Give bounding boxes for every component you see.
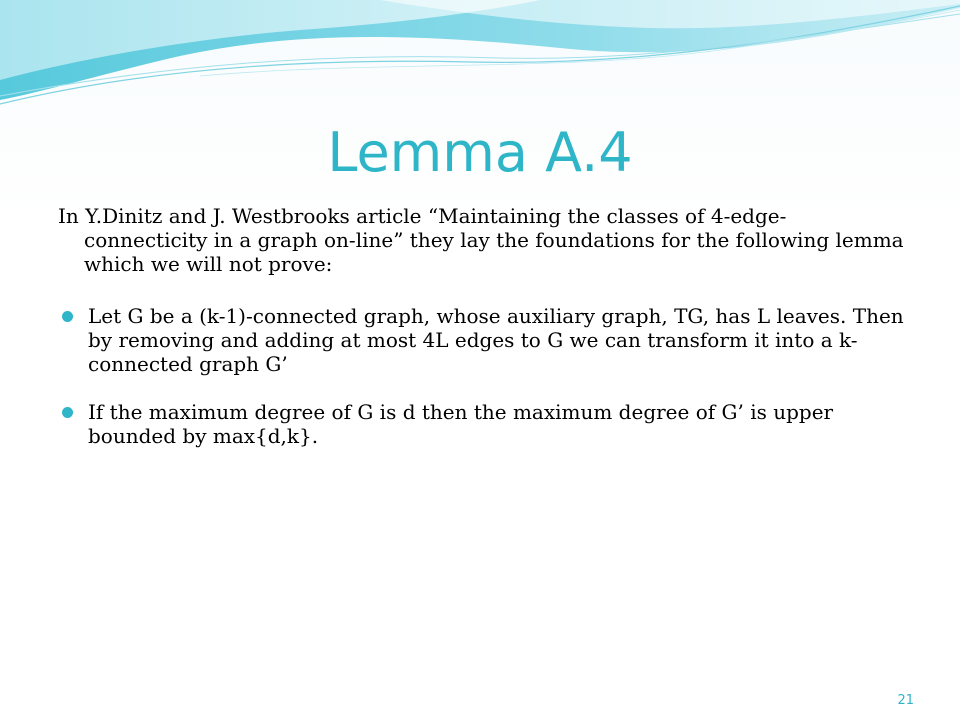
bullet-text: Let G be a (k-1)-connected graph, whose auxiliary graph, TG, has L leaves. Then by removing and adding at most 4L edges to G we can transform it into a k-connected graph G’ bbox=[88, 304, 904, 376]
bullet-item bbox=[58, 304, 908, 376]
bullet-text: If the maximum degree of G is d then the maximum degree of G’ is upper bounded by max{d,k}. bbox=[88, 400, 834, 448]
header-wave-decoration bbox=[0, 0, 960, 120]
slide-body bbox=[58, 204, 908, 448]
slide-title: Lemma A.4 bbox=[327, 121, 633, 184]
page-number: 21 bbox=[897, 693, 914, 708]
bullet-item bbox=[58, 400, 908, 448]
intro-paragraph: In Y.Dinitz and J. Westbrooks article “Maintaining the classes of 4-edge-connecticity in a graph on-line” they lay the foundations for the following lemma which we will not prove: bbox=[58, 204, 904, 276]
bullet-list bbox=[58, 304, 908, 448]
bullet-dot-icon bbox=[62, 311, 73, 322]
bullet-dot-icon bbox=[62, 407, 73, 418]
